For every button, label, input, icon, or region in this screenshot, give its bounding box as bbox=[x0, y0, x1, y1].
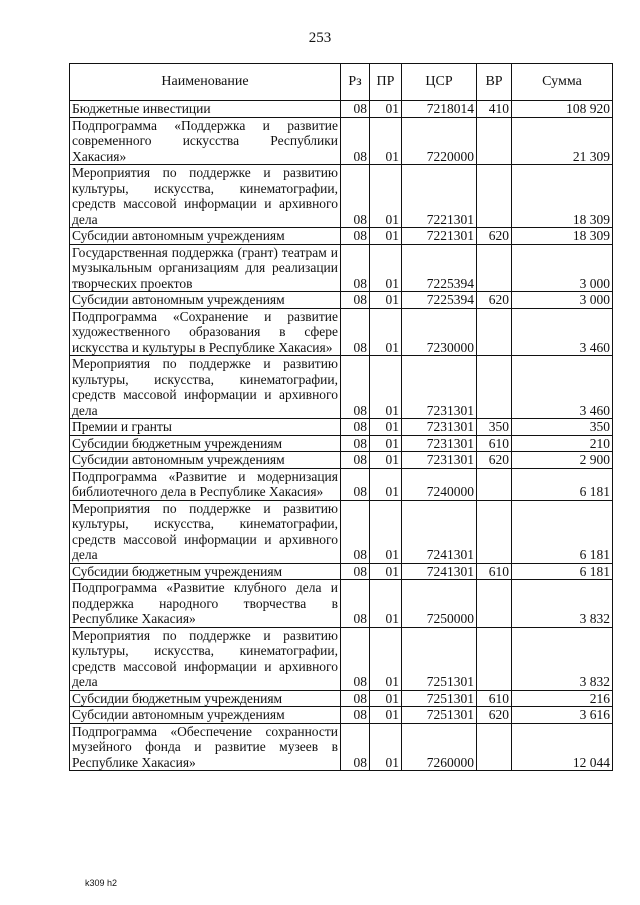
table-row bbox=[70, 723, 613, 771]
cell-csr: 7220000 bbox=[402, 117, 477, 165]
cell-vr: 620 bbox=[477, 228, 512, 245]
cell-rz: 08 bbox=[341, 627, 370, 690]
cell-pr: 01 bbox=[370, 308, 402, 356]
column-header-rz: Рз bbox=[341, 64, 370, 101]
cell-pr: 01 bbox=[370, 419, 402, 436]
cell-name: Бюджетные инвестиции bbox=[70, 101, 341, 118]
cell-sum: 6 181 bbox=[512, 563, 613, 580]
cell-vr: 410 bbox=[477, 101, 512, 118]
cell-vr bbox=[477, 356, 512, 419]
cell-vr: 620 bbox=[477, 452, 512, 469]
cell-sum: 3 460 bbox=[512, 308, 613, 356]
cell-name: Государственная поддержка (грант) театрам и музыкальным организациям для реализации творческих проектов bbox=[70, 244, 341, 292]
table-row bbox=[70, 117, 613, 165]
cell-name: Подпрограмма «Поддержка и развитие современного искусства Республики Хакасия» bbox=[70, 117, 341, 165]
cell-pr: 01 bbox=[370, 690, 402, 707]
table-row bbox=[70, 707, 613, 724]
cell-rz: 08 bbox=[341, 563, 370, 580]
cell-csr: 7231301 bbox=[402, 419, 477, 436]
cell-sum: 2 900 bbox=[512, 452, 613, 469]
cell-vr bbox=[477, 165, 512, 228]
table-row bbox=[70, 627, 613, 690]
cell-name: Субсидии бюджетным учреждениям bbox=[70, 563, 341, 580]
cell-csr: 7221301 bbox=[402, 165, 477, 228]
cell-name: Премии и гранты bbox=[70, 419, 341, 436]
cell-rz: 08 bbox=[341, 452, 370, 469]
cell-pr: 01 bbox=[370, 707, 402, 724]
cell-pr: 01 bbox=[370, 292, 402, 309]
cell-sum: 18 309 bbox=[512, 165, 613, 228]
cell-csr: 7221301 bbox=[402, 228, 477, 245]
cell-sum: 216 bbox=[512, 690, 613, 707]
cell-name: Подпрограмма «Сохранение и развитие художественного образования в сфере искусства и культуры в Республике Хакасия» bbox=[70, 308, 341, 356]
cell-sum: 3 000 bbox=[512, 244, 613, 292]
cell-csr: 7231301 bbox=[402, 452, 477, 469]
table-row bbox=[70, 435, 613, 452]
cell-rz: 08 bbox=[341, 308, 370, 356]
cell-pr: 01 bbox=[370, 500, 402, 563]
cell-pr: 01 bbox=[370, 228, 402, 245]
cell-sum: 3 000 bbox=[512, 292, 613, 309]
cell-csr: 7251301 bbox=[402, 627, 477, 690]
cell-sum: 18 309 bbox=[512, 228, 613, 245]
cell-vr: 610 bbox=[477, 563, 512, 580]
cell-rz: 08 bbox=[341, 228, 370, 245]
cell-vr bbox=[477, 117, 512, 165]
cell-rz: 08 bbox=[341, 723, 370, 771]
cell-sum: 3 832 bbox=[512, 580, 613, 628]
cell-rz: 08 bbox=[341, 165, 370, 228]
table-row bbox=[70, 244, 613, 292]
cell-vr: 610 bbox=[477, 690, 512, 707]
cell-vr bbox=[477, 244, 512, 292]
cell-csr: 7231301 bbox=[402, 356, 477, 419]
cell-name: Мероприятия по поддержке и развитию культуры, искусства, кинематографии, средств массовой информации и архивного дела bbox=[70, 165, 341, 228]
cell-vr: 610 bbox=[477, 435, 512, 452]
table-header-row bbox=[70, 64, 613, 101]
column-header-csr: ЦСР bbox=[402, 64, 477, 101]
table-row bbox=[70, 292, 613, 309]
cell-sum: 3 832 bbox=[512, 627, 613, 690]
cell-csr: 7241301 bbox=[402, 563, 477, 580]
cell-rz: 08 bbox=[341, 419, 370, 436]
cell-sum: 6 181 bbox=[512, 500, 613, 563]
cell-vr bbox=[477, 500, 512, 563]
cell-sum: 12 044 bbox=[512, 723, 613, 771]
cell-pr: 01 bbox=[370, 580, 402, 628]
table-row bbox=[70, 228, 613, 245]
cell-pr: 01 bbox=[370, 563, 402, 580]
cell-vr bbox=[477, 627, 512, 690]
cell-csr: 7231301 bbox=[402, 435, 477, 452]
cell-pr: 01 bbox=[370, 435, 402, 452]
cell-vr: 620 bbox=[477, 292, 512, 309]
column-header-sum: Сумма bbox=[512, 64, 613, 101]
cell-pr: 01 bbox=[370, 101, 402, 118]
cell-csr: 7241301 bbox=[402, 500, 477, 563]
cell-vr: 350 bbox=[477, 419, 512, 436]
cell-rz: 08 bbox=[341, 468, 370, 500]
table-row bbox=[70, 356, 613, 419]
cell-name: Мероприятия по поддержке и развитию культуры, искусства, кинематографии, средств массовой информации и архивного дела bbox=[70, 500, 341, 563]
footer-code: k309 h2 bbox=[85, 878, 118, 888]
cell-name: Субсидии автономным учреждениям bbox=[70, 452, 341, 469]
cell-rz: 08 bbox=[341, 292, 370, 309]
cell-rz: 08 bbox=[341, 101, 370, 118]
cell-pr: 01 bbox=[370, 165, 402, 228]
cell-sum: 210 bbox=[512, 435, 613, 452]
cell-pr: 01 bbox=[370, 244, 402, 292]
cell-pr: 01 bbox=[370, 356, 402, 419]
column-header-vr: ВР bbox=[477, 64, 512, 101]
cell-name: Подпрограмма «Развитие клубного дела и поддержка народного творчества в Республике Хакасия» bbox=[70, 580, 341, 628]
cell-sum: 3 616 bbox=[512, 707, 613, 724]
table-row bbox=[70, 563, 613, 580]
cell-pr: 01 bbox=[370, 468, 402, 500]
cell-csr: 7218014 bbox=[402, 101, 477, 118]
cell-name: Субсидии бюджетным учреждениям bbox=[70, 435, 341, 452]
cell-pr: 01 bbox=[370, 117, 402, 165]
cell-rz: 08 bbox=[341, 580, 370, 628]
cell-pr: 01 bbox=[370, 723, 402, 771]
table-row bbox=[70, 580, 613, 628]
cell-name: Мероприятия по поддержке и развитию культуры, искусства, кинематографии, средств массовой информации и архивного дела bbox=[70, 627, 341, 690]
cell-rz: 08 bbox=[341, 690, 370, 707]
cell-csr: 7225394 bbox=[402, 244, 477, 292]
table-row bbox=[70, 101, 613, 118]
cell-pr: 01 bbox=[370, 627, 402, 690]
cell-csr: 7251301 bbox=[402, 690, 477, 707]
cell-rz: 08 bbox=[341, 500, 370, 563]
table-row bbox=[70, 452, 613, 469]
cell-name: Субсидии автономным учреждениям bbox=[70, 292, 341, 309]
cell-csr: 7230000 bbox=[402, 308, 477, 356]
table-row bbox=[70, 165, 613, 228]
cell-sum: 108 920 bbox=[512, 101, 613, 118]
column-header-pr: ПР bbox=[370, 64, 402, 101]
cell-pr: 01 bbox=[370, 452, 402, 469]
table-row bbox=[70, 500, 613, 563]
cell-vr bbox=[477, 723, 512, 771]
cell-sum: 6 181 bbox=[512, 468, 613, 500]
table-row bbox=[70, 690, 613, 707]
cell-vr bbox=[477, 468, 512, 500]
cell-rz: 08 bbox=[341, 707, 370, 724]
cell-rz: 08 bbox=[341, 244, 370, 292]
cell-name: Субсидии бюджетным учреждениям bbox=[70, 690, 341, 707]
budget-table bbox=[69, 63, 613, 771]
table-row bbox=[70, 308, 613, 356]
cell-name: Мероприятия по поддержке и развитию культуры, искусства, кинематографии, средств массовой информации и архивного дела bbox=[70, 356, 341, 419]
column-header-name: Наименование bbox=[70, 64, 341, 101]
cell-sum: 350 bbox=[512, 419, 613, 436]
cell-csr: 7260000 bbox=[402, 723, 477, 771]
cell-csr: 7240000 bbox=[402, 468, 477, 500]
table-row bbox=[70, 419, 613, 436]
cell-vr bbox=[477, 308, 512, 356]
cell-vr: 620 bbox=[477, 707, 512, 724]
cell-sum: 3 460 bbox=[512, 356, 613, 419]
cell-name: Подпрограмма «Развитие и модернизация библиотечного дела в Республике Хакасия» bbox=[70, 468, 341, 500]
cell-csr: 7250000 bbox=[402, 580, 477, 628]
cell-csr: 7251301 bbox=[402, 707, 477, 724]
cell-rz: 08 bbox=[341, 435, 370, 452]
cell-name: Субсидии автономным учреждениям bbox=[70, 228, 341, 245]
page-number: 253 bbox=[308, 30, 332, 46]
table-row bbox=[70, 468, 613, 500]
cell-name: Субсидии автономным учреждениям bbox=[70, 707, 341, 724]
cell-vr bbox=[477, 580, 512, 628]
cell-name: Подпрограмма «Обеспечение сохранности музейного фонда и развитие музеев в Республике Хакасия» bbox=[70, 723, 341, 771]
cell-rz: 08 bbox=[341, 117, 370, 165]
cell-rz: 08 bbox=[341, 356, 370, 419]
cell-sum: 21 309 bbox=[512, 117, 613, 165]
cell-csr: 7225394 bbox=[402, 292, 477, 309]
